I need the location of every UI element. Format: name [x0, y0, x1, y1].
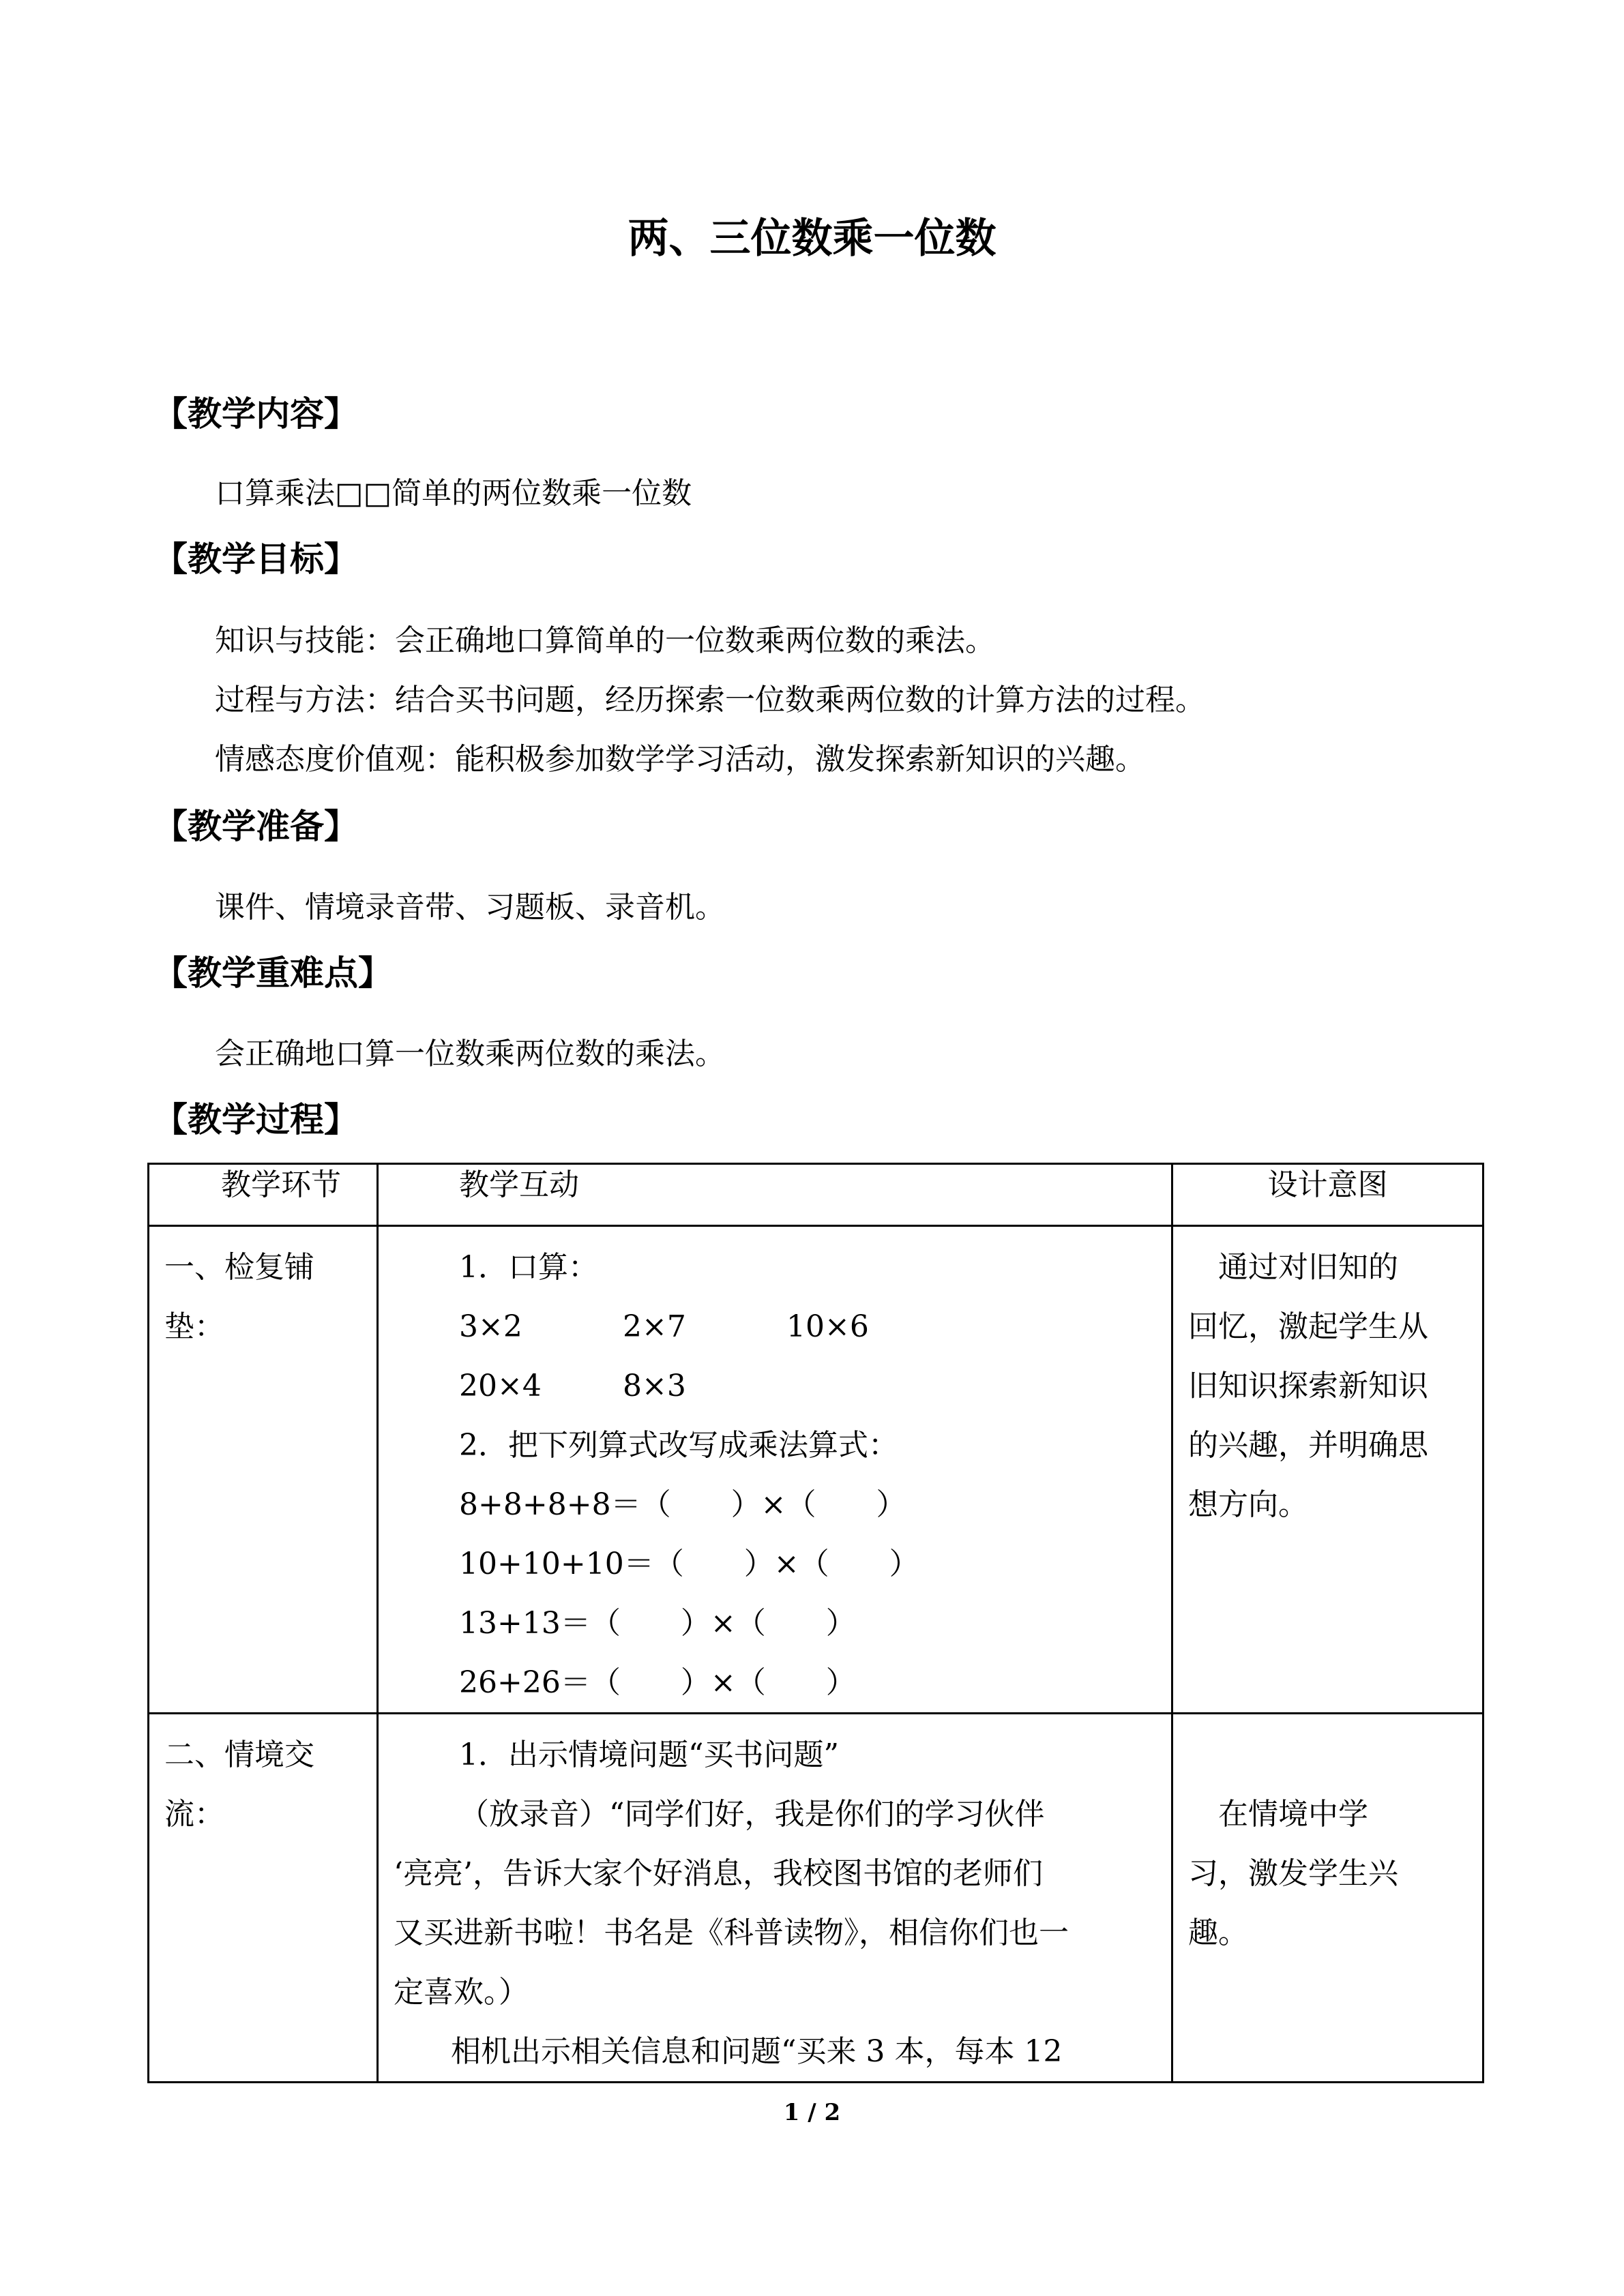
content-text: 口算乘法□□简单的两位数乘一位数 — [215, 476, 692, 511]
calc-expression: 10×6 — [786, 1309, 869, 1344]
intent-line: 通过对旧知的 — [1188, 1250, 1398, 1285]
table-cell-interaction — [378, 1226, 1172, 1714]
goal-item-knowledge: 知识与技能：会正确地口算简单的一位数乘两位数的乘法。 — [215, 623, 995, 658]
key-text: 会正确地口算一位数乘两位数的乘法。 — [215, 1037, 725, 1071]
rewrite-item: 2．把下列算式改写成乘法算式： — [459, 1428, 898, 1463]
page-title: 两、三位数乘一位数 — [628, 215, 996, 263]
calc-expression: 3×2 — [459, 1309, 522, 1344]
page-number: 1 / 2 — [783, 2099, 841, 2126]
header-stage: 教学环节 — [221, 1167, 341, 1202]
intent-line: 的兴趣，并明确思 — [1188, 1428, 1428, 1463]
table-cell-intent — [1172, 1714, 1483, 2083]
table-cell-interaction — [378, 1714, 1172, 2083]
rewrite-expression: 10+10+10＝（ ）×（ ） — [459, 1547, 919, 1581]
table-cell-intent — [1172, 1226, 1483, 1714]
situation-line: ‘亮亮’，告诉大家个好消息，我校图书馆的老师们 — [394, 1856, 1043, 1891]
goal-item-attitude: 情感态度价值观：能积极参加数学学习活动，激发探索新知识的兴趣。 — [215, 742, 1145, 777]
intent-line: 旧知识探索新知识 — [1188, 1369, 1428, 1403]
intent-line: 想方向。 — [1188, 1487, 1308, 1522]
table-row — [149, 1226, 1483, 1714]
stage-label-line: 垫： — [164, 1309, 224, 1344]
section-heading-goals: 【教学目标】 — [153, 539, 358, 579]
intent-line: 习，激发学生兴 — [1188, 1856, 1398, 1891]
intent-line: 趣。 — [1188, 1915, 1248, 1950]
stage-label-line: 二、情境交 — [164, 1738, 314, 1772]
calc-row — [459, 1297, 1171, 1356]
prep-text: 课件、情境录音带、习题板、录音机。 — [215, 890, 725, 925]
situation-line: （放录音）“同学们好，我是你们的学习伙伴 — [459, 1797, 1045, 1832]
section-heading-prep: 【教学准备】 — [153, 806, 358, 846]
intent-line: 回忆，激起学生从 — [1188, 1309, 1428, 1344]
rewrite-expression: 13+13＝（ ）×（ ） — [459, 1606, 856, 1641]
calc-expression: 20×4 — [459, 1369, 542, 1403]
header-intent: 设计意图 — [1267, 1167, 1388, 1202]
table-header-cell — [149, 1164, 378, 1226]
section-heading-content: 【教学内容】 — [153, 393, 358, 434]
stage-label-line: 流： — [164, 1797, 224, 1832]
table-header-cell — [1172, 1164, 1483, 1226]
calc-expression: 8×3 — [623, 1369, 686, 1403]
calc-row — [459, 1356, 1171, 1416]
rewrite-expression: 26+26＝（ ）×（ ） — [459, 1665, 856, 1700]
situation-item: 1．出示情境问题“买书问题” — [459, 1738, 839, 1772]
rewrite-expression: 8+8+8+8＝（ ）×（ ） — [459, 1487, 906, 1522]
situation-line: 相机出示相关信息和问题“买来 3 本，每本 12 — [451, 2034, 1063, 2069]
intent-line: 在情境中学 — [1188, 1797, 1368, 1832]
goal-item-process: 过程与方法：结合买书问题，经历探索一位数乘两位数的计算方法的过程。 — [215, 683, 1205, 717]
stage-label-line: 一、检复铺 — [164, 1250, 314, 1285]
table-row — [149, 1714, 1483, 2083]
header-interaction: 教学互动 — [459, 1167, 579, 1202]
section-heading-process: 【教学过程】 — [153, 1099, 358, 1139]
section-heading-key: 【教学重难点】 — [153, 953, 392, 993]
table-cell-stage — [149, 1714, 378, 2083]
oral-calc-item: 1．口算： — [459, 1250, 598, 1285]
table-cell-stage — [149, 1226, 378, 1714]
situation-line: 定喜欢。） — [394, 1975, 529, 2010]
table-header-cell — [378, 1164, 1172, 1226]
lesson-process-table — [147, 1163, 1484, 2083]
situation-line: 又买进新书啦！书名是《科普读物》，相信你们也一 — [394, 1915, 1069, 1950]
calc-expression: 2×7 — [623, 1309, 686, 1344]
table-header-row — [149, 1164, 1483, 1226]
